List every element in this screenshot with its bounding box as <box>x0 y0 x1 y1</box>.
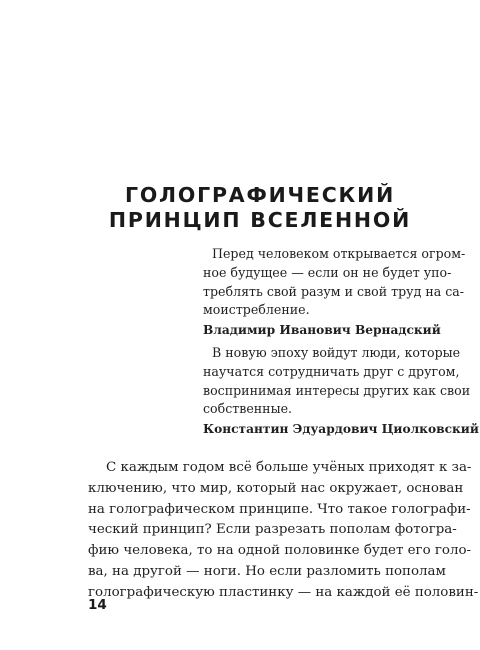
epigraph-quote-line: треблять свой разум и свой труд на са- <box>203 283 465 299</box>
epigraph-quote-line: воспринимая интересы других как свои <box>203 382 471 398</box>
body-line: ва, на другой — ноги. Но если разломить пополам <box>88 563 446 579</box>
epigraph-quote-line: Перед человеком открывается огром- <box>212 246 466 261</box>
epigraph-quote-line: собственные. <box>203 401 293 417</box>
body-line: голографическую пластинку — на каждой её половин- <box>88 584 479 600</box>
chapter-title-line: ПРИНЦИП ВСЕЛЕННОЙ <box>108 208 412 232</box>
body-line: ческий принцип? Если разрезать пополам фотогра- <box>88 522 457 538</box>
chapter-title-line: ГОЛОГРАФИЧЕСКИЙ <box>124 183 396 207</box>
page-number: 14 <box>88 597 107 613</box>
epigraph-quote-line: ное будущее — если он не будет упо- <box>203 264 452 280</box>
body-line: фию человека, то на одной половинке будет его голо- <box>88 543 472 559</box>
epigraph-author: Владимир Иванович Вернадский <box>203 323 441 338</box>
epigraph-quote-line: моистребление. <box>203 302 310 318</box>
body-line: С каждым годом всё больше учёных приходят к за- <box>106 460 472 475</box>
chapter-title <box>60 183 460 233</box>
epigraph-vernadsky <box>203 245 466 340</box>
body-line: ключению, что мир, который нас окружает, основан <box>88 480 464 496</box>
body-line: на голографическом принципе. Что такое голографи- <box>88 501 471 517</box>
epigraph-quote-line: В новую эпоху войдут люди, которые <box>212 345 461 360</box>
epigraph-quote-line: научатся сотрудничать друг с другом, <box>203 363 460 379</box>
epigraph-author: Константин Эдуардович Циолковский <box>203 422 479 437</box>
epigraph-tsiolkovsky <box>203 344 479 439</box>
body-paragraph <box>88 458 479 604</box>
